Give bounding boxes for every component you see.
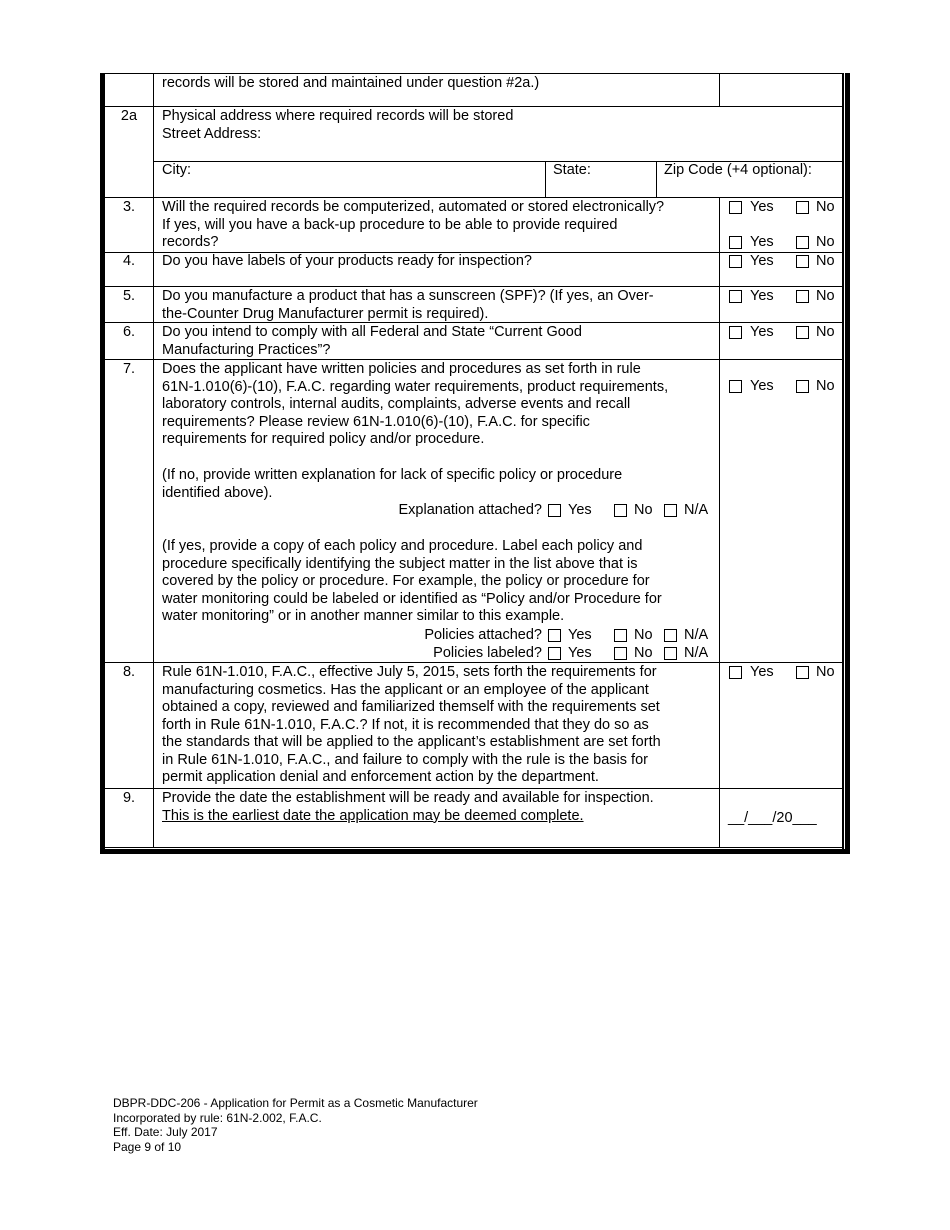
question-3-line2: If yes, will you have a back-up procedure to be able to provide required <box>162 216 618 233</box>
explanation-yes-checkbox[interactable] <box>548 504 561 517</box>
q5-yes-label: Yes <box>750 288 774 304</box>
row-number-2a: 2a <box>120 108 138 124</box>
state-field[interactable]: State: <box>553 162 591 178</box>
column-divider-state-zip <box>656 161 657 197</box>
question-3-line1: Will the required records be computerized, automated or stored electronically? <box>162 199 665 215</box>
q3-yes-label: Yes <box>750 199 774 215</box>
explanation-na-label: N/A <box>684 502 709 518</box>
q8-yes-checkbox[interactable] <box>729 666 742 679</box>
footer-page-number: Page 9 of 10 <box>113 1139 182 1154</box>
question-7-p3-line5: water monitoring” or in another manner similar to this example. <box>162 608 565 624</box>
policies-labeled-na-checkbox[interactable] <box>664 647 677 660</box>
q8-yes-label: Yes <box>750 664 774 680</box>
q3-yes-checkbox[interactable] <box>729 201 742 214</box>
footer-eff-date: Eff. Date: July 2017 <box>113 1125 218 1139</box>
policies-attached-yes-checkbox[interactable] <box>548 629 561 642</box>
question-8-line4: forth in Rule 61N-1.010, F.A.C.? If not, it is recommended that they do so as <box>162 716 649 733</box>
question-6-line1: Do you intend to comply with all Federal and State “Current Good <box>162 324 582 340</box>
policies-attached-yes-label: Yes <box>568 627 592 643</box>
q4-yes-label: Yes <box>750 253 774 269</box>
question-7-p3-line2: procedure specifically identifying the subject matter in the list above that is <box>162 555 638 572</box>
q6-yes-checkbox[interactable] <box>729 326 742 339</box>
q4-no-label: No <box>816 253 835 269</box>
footer-rule: Incorporated by rule: 61N-2.002, F.A.C. <box>113 1110 322 1125</box>
explanation-no-checkbox[interactable] <box>614 504 627 517</box>
q3-no-label: No <box>816 199 835 215</box>
row-number-9: 9. <box>122 790 136 806</box>
question-7-p1-line4: requirements? Please review 61N-1.010(6)-(10), F.A.C. for specific <box>162 413 590 430</box>
policies-attached-na-checkbox[interactable] <box>664 629 677 642</box>
row-number-5: 5. <box>122 288 136 304</box>
q6-no-checkbox[interactable] <box>796 326 809 339</box>
policies-attached-label: Policies attached? <box>424 627 542 643</box>
question-9-line2: This is the earliest date the application may be deemed complete. <box>162 807 584 824</box>
zip-code-field[interactable]: Zip Code (+4 optional): <box>664 162 812 178</box>
city-field[interactable]: City: <box>162 162 191 178</box>
q5-no-checkbox[interactable] <box>796 290 809 303</box>
question-7-p1-line2: 61N-1.010(6)-(10), F.A.C. regarding water requirements, product requirements, <box>162 378 669 395</box>
policies-labeled-no-label: No <box>634 645 653 661</box>
question-7-p1-line5: requirements for required policy and/or procedure. <box>162 431 485 447</box>
continuation-text: records will be stored and maintained under question #2a.) <box>162 75 540 91</box>
column-divider-city-state <box>545 161 546 197</box>
question-9-line1: Provide the date the establishment will be ready and available for inspection. <box>162 790 654 806</box>
row-number-7: 7. <box>122 361 136 377</box>
question-8-line2: manufacturing cosmetics. Has the applicant or an employee of the applicant <box>162 681 649 698</box>
q5-yes-checkbox[interactable] <box>729 290 742 303</box>
policies-labeled-na-label: N/A <box>684 645 709 661</box>
row-number-6: 6. <box>122 324 136 340</box>
question-8-line7: permit application denial and enforcement action by the department. <box>162 769 599 785</box>
q4-no-checkbox[interactable] <box>796 255 809 268</box>
question-7-p1-line1: Does the applicant have written policies and procedures as set forth in rule <box>162 361 641 377</box>
policies-labeled-yes-checkbox[interactable] <box>548 647 561 660</box>
policies-attached-no-checkbox[interactable] <box>614 629 627 642</box>
policies-labeled-label: Policies labeled? <box>433 645 542 661</box>
physical-address-label: Physical address where required records will be stored <box>162 108 514 124</box>
row-line-after-6 <box>104 359 844 360</box>
question-8-line1: Rule 61N-1.010, F.A.C., effective July 5, 2015, sets forth the requirements for <box>162 664 657 680</box>
q3-backup-yes-checkbox[interactable] <box>729 236 742 249</box>
inspection-date-field[interactable]: __/___/20___ <box>728 810 817 826</box>
q8-no-checkbox[interactable] <box>796 666 809 679</box>
column-divider-number <box>153 73 154 847</box>
question-3-line3: records? <box>162 234 219 250</box>
row-line-after-2a <box>104 197 844 198</box>
question-7-p3-line1: (If yes, provide a copy of each policy and procedure. Label each policy and <box>162 538 643 554</box>
page-footer <box>113 1096 478 1154</box>
column-divider-answer-top <box>719 73 720 107</box>
question-5-line1: Do you manufacture a product that has a sunscreen (SPF)? (If yes, an Over- <box>162 288 654 304</box>
q3-no-checkbox[interactable] <box>796 201 809 214</box>
q8-no-label: No <box>816 664 835 680</box>
question-5-line2: the-Counter Drug Manufacturer permit is required). <box>162 305 489 322</box>
explanation-no-label: No <box>634 502 653 518</box>
row-line-after-4 <box>104 286 844 287</box>
q6-yes-label: Yes <box>750 324 774 340</box>
row-line-after-8 <box>104 788 844 789</box>
row-number-8: 8. <box>122 664 136 680</box>
question-7-p3-line4: water monitoring could be labeled or identified as “Policy and/or Procedure for <box>162 590 662 607</box>
q5-no-label: No <box>816 288 835 304</box>
explanation-attached-label: Explanation attached? <box>398 502 542 518</box>
question-4-text: Do you have labels of your products ready for inspection? <box>162 253 532 269</box>
row-line-top <box>104 73 844 74</box>
question-7-p1-line3: laboratory controls, internal audits, complaints, adverse events and recall <box>162 396 631 412</box>
q4-yes-checkbox[interactable] <box>729 255 742 268</box>
q7-no-label: No <box>816 378 835 394</box>
question-7-p2-line1: (If no, provide written explanation for lack of specific policy or procedure <box>162 467 623 483</box>
q7-yes-label: Yes <box>750 378 774 394</box>
question-8-line3: obtained a copy, reviewed and familiarized themself with the requirements set <box>162 699 660 715</box>
policies-attached-na-label: N/A <box>684 627 709 643</box>
row-number-3: 3. <box>122 199 136 215</box>
footer-form-title: DBPR-DDC-206 - Application for Permit as a Cosmetic Manufacturer <box>113 1096 478 1110</box>
q7-no-checkbox[interactable] <box>796 380 809 393</box>
question-7-p2-line2: identified above). <box>162 484 273 501</box>
question-7-p3-line3: covered by the policy or procedure. For example, the policy or procedure for <box>162 573 650 589</box>
explanation-yes-label: Yes <box>568 502 592 518</box>
question-8-line6: in Rule 61N-1.010, F.A.C., and failure to comply with the rule is the basis for <box>162 751 648 768</box>
row-number-4: 4. <box>122 253 136 269</box>
frame-inner-right-border <box>842 73 844 849</box>
question-8-line5: the standards that will be applied to the applicant’s establishment are set forth <box>162 734 661 750</box>
explanation-na-checkbox[interactable] <box>664 504 677 517</box>
question-6-line2: Manufacturing Practices”? <box>162 341 331 358</box>
street-address-field[interactable]: Street Address: <box>162 126 262 142</box>
policies-attached-no-label: No <box>634 627 653 643</box>
q3-backup-no-checkbox[interactable] <box>796 236 809 249</box>
q3-backup-yes-label: Yes <box>750 234 774 250</box>
policies-labeled-yes-label: Yes <box>568 645 592 661</box>
frame-inner-bottom-border <box>104 847 844 848</box>
q6-no-label: No <box>816 324 835 340</box>
q3-backup-no-label: No <box>816 234 835 250</box>
column-divider-answer <box>719 197 720 847</box>
q7-yes-checkbox[interactable] <box>729 380 742 393</box>
row-line-after-cont <box>104 106 844 107</box>
policies-labeled-no-checkbox[interactable] <box>614 647 627 660</box>
